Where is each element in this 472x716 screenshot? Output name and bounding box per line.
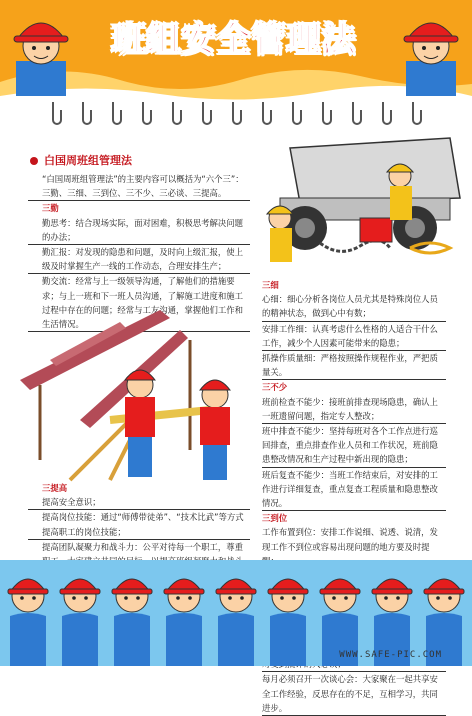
tigao-item-3: 提高团队凝聚力和战斗力：公平对待每一个职工，尊重 xyxy=(28,540,250,584)
tigao-item-2: 提高岗位技能：通过“师傅带徒弟”、“技术比武”等方式提高职工的岗位技能； xyxy=(28,510,250,539)
xi-item-3: 抓操作质量细：严格按照操作规程作业，严把质量关。 xyxy=(262,351,446,380)
worker-right-icon xyxy=(396,6,466,96)
site-watermark: WWW.SAFE-PIC.COM xyxy=(339,650,442,660)
bullet-icon xyxy=(30,157,38,165)
heading-xi: 三细 xyxy=(262,280,279,290)
bushao-item-1: 班前检查不能少：接班前排查现场隐患，确认上一班遗留问题，指定专人整改； xyxy=(262,395,446,424)
qin-item-2: 勤汇报：对发现的隐患和问题，及时向上级汇报，使上级及时掌握生产一线的工作动态，合理安排生产； xyxy=(28,245,250,274)
tigao-item-1: 提高安全意识； xyxy=(28,495,250,510)
qin-item-3: 勤交流：经常与上一级领导沟通，了解他们的措施要求；与上一班和下一班人员沟通，了解施工进度和施工过程中存在的问题；经常与工友沟通，掌握他们工作和生活情况。 xyxy=(28,274,250,332)
bushao-item-2: 班中排查不能少：坚持每班对各个工作点进行巡回排查，重点排查作业人员和工作状况，班前隐患整改情况和生产过程中新出现的隐患； xyxy=(262,424,446,468)
bitan-item-3: 每月必须召开一次谈心会：大家聚在一起共享安全工作经验，反思存在的不足，互相学习，共同进步。 xyxy=(262,672,446,716)
section-title-text: 白国周班组管理法 xyxy=(44,154,132,167)
qin-item-1: 勤思考：结合现场实际，面对困难，积极思考解决问题的办法； xyxy=(28,216,250,245)
xi-item-1: 心细：细心分析各岗位人员尤其是特殊岗位人员的精神状态，做到心中有数； xyxy=(262,292,446,321)
heading-qin: 三勤 xyxy=(42,203,59,214)
bushao-item-3: 班后复查不能少：当班工作结束后，对安排的工作进行详细复查，重点复查工程质量和隐患整改情况。 xyxy=(262,468,446,512)
worker-left-icon xyxy=(6,6,76,96)
page-title: 班组安全管理法 xyxy=(111,20,357,60)
heading-bushao: 三不少 xyxy=(262,382,288,393)
workers-surveying-illustration xyxy=(10,300,250,485)
daowei-item-1: 工作布置到位：安排工作说细、说透、说清，发现工作不到位或容易出现问题的地方要及时提 xyxy=(262,525,446,569)
truck-workers-illustration xyxy=(250,128,465,278)
heading-tigao: 三提高 xyxy=(42,483,68,493)
heading-daowei: 三到位 xyxy=(262,513,288,524)
xi-item-2: 安排工作细：认真考虑什么性格的人适合干什么工作，减少个人因素可能带来的隐患； xyxy=(262,322,446,351)
intro-text: “白国周班组管理法”的主要内容可以概括为“六个三”：三勤、三细、三到位、三不少、三必谈、三提高。 xyxy=(28,172,250,201)
section-title xyxy=(30,152,132,168)
